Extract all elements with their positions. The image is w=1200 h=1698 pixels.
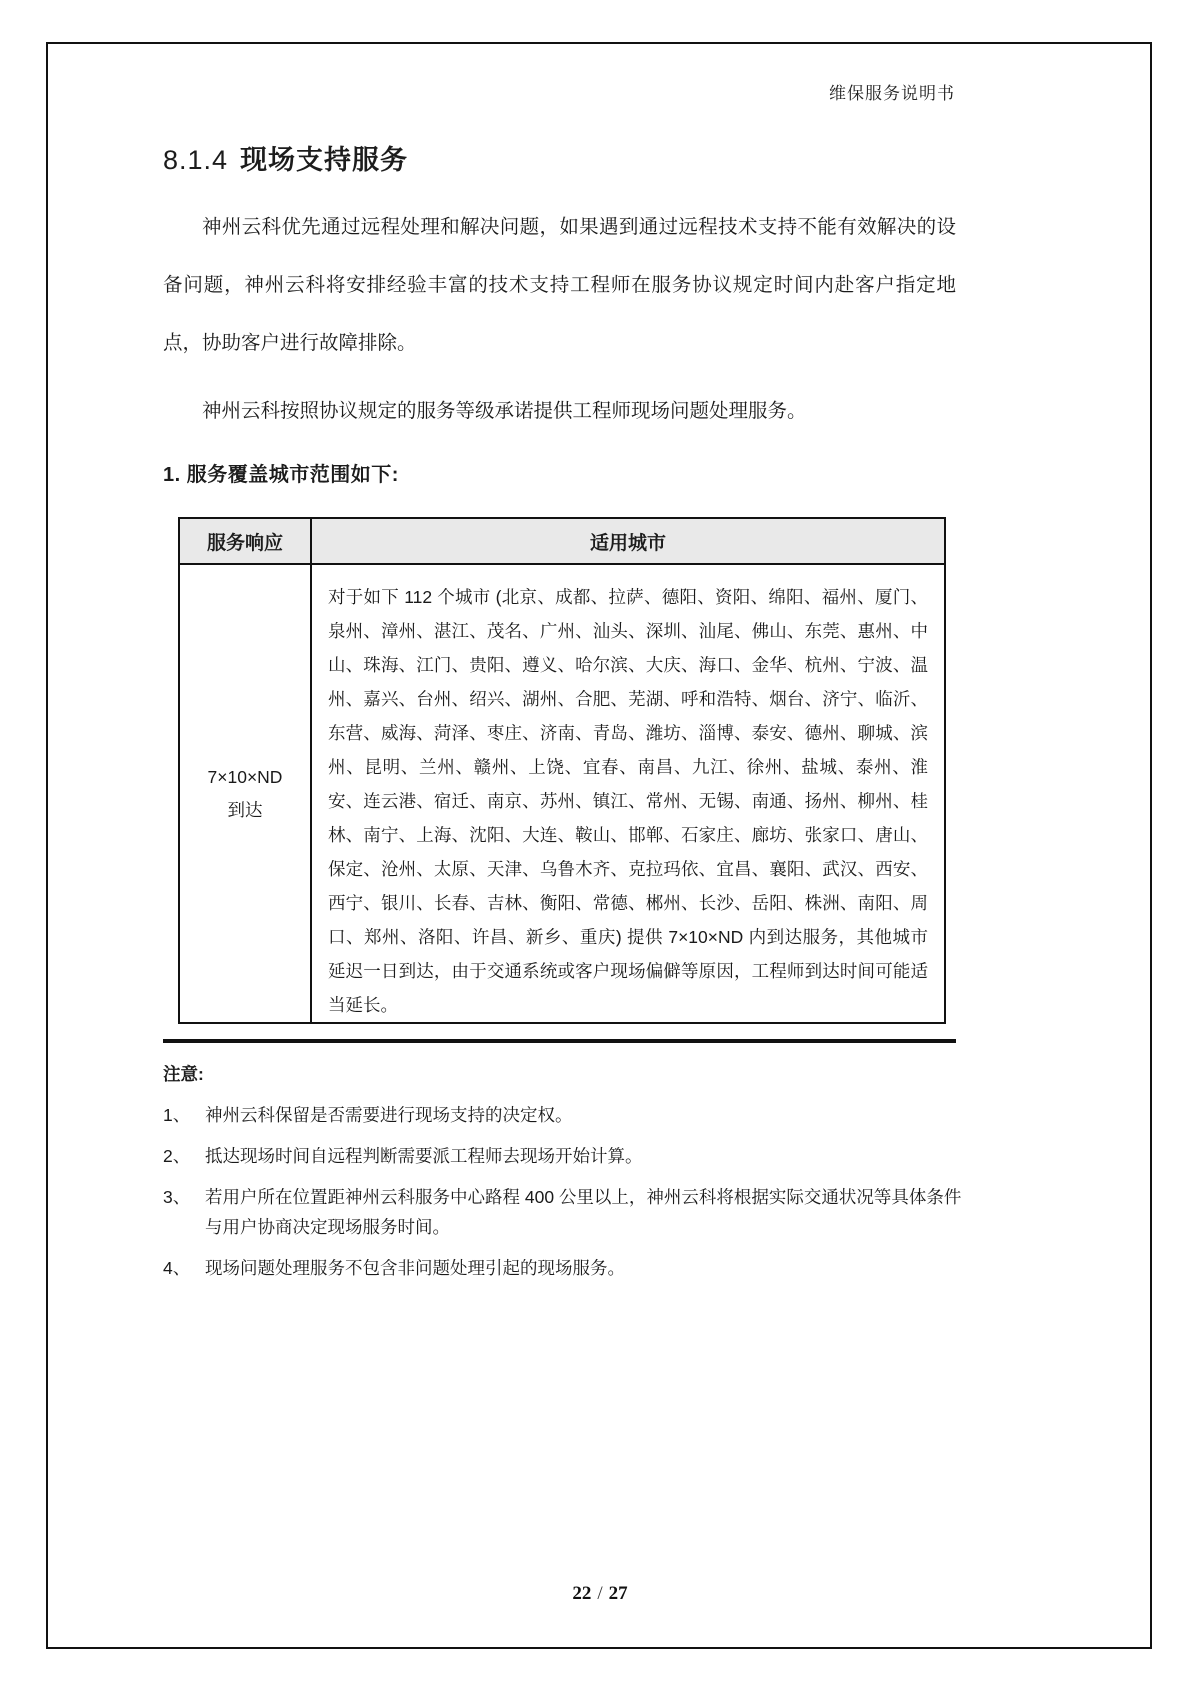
note-number: 3、 [163, 1187, 191, 1207]
service-coverage-table [178, 517, 946, 1024]
notes-list [163, 1100, 963, 1294]
coverage-list-heading: 1. 服务覆盖城市范围如下: [163, 464, 399, 486]
notes-divider-rule [163, 1039, 956, 1043]
note-item-3 [163, 1182, 963, 1242]
note-number: 2、 [163, 1146, 191, 1166]
section-title: 现场支持服务 [240, 145, 409, 175]
table-cell-service-response [179, 564, 311, 1023]
table-header-applicable-cities: 适用城市 [311, 518, 945, 564]
section-number: 8.1.4 [163, 145, 229, 175]
note-text: 神州云科保留是否需要进行现场支持的决定权。 [205, 1105, 573, 1125]
response-arrival: 到达 [227, 799, 263, 820]
note-number: 4、 [163, 1258, 191, 1278]
footer-total-pages: 27 [608, 1583, 628, 1604]
paragraph-service-level: 神州云科按照协议规定的服务等级承诺提供工程师现场问题处理服务。 [202, 400, 807, 422]
table-row [179, 564, 945, 1023]
footer-separator: / [597, 1583, 603, 1604]
note-text: 现场问题处理服务不包含非问题处理引起的现场服务。 [205, 1258, 625, 1278]
note-text: 若用户所在位置距神州云科服务中心路程 400 公里以上，神州云科将根据实际交通状况等具体条件与用户协商决定现场服务时间。 [205, 1187, 962, 1237]
table-header-service-response: 服务响应 [179, 518, 311, 564]
paragraph-remote-support: 神州云科优先通过远程处理和解决问题，如果遇到通过远程技术支持不能有效解决的设备问题，神州云科将安排经验丰富的技术支持工程师在服务协议规定时间内赴客户指定地点，协助客户进行故障排除。 [163, 216, 956, 354]
note-item-4 [163, 1253, 963, 1283]
note-number: 1、 [163, 1105, 191, 1125]
section-heading [163, 138, 408, 177]
table-cell-cities: 对于如下 112 个城市 (北京、成都、拉萨、德阳、资阳、绵阳、福州、厦门、泉州、漳州、湛江、茂名、广州、汕头、深圳、汕尾、佛山、东莞、惠州、中山、珠海、江门、贵阳、遵义、哈尔滨、大庆、海口、金华、杭州、宁波、温州、嘉兴、台州、绍兴、湖州、合肥、芜湖、呼和浩特、烟台、济宁、临沂、东营、威海、菏泽、枣庄、济南、青岛、潍坊、淄博、泰安、德州、聊城、滨州、昆明、兰州、赣州、上饶、宜春、南昌、九江、徐州、盐城、泰州、淮安、连云港、宿迁、南京、苏州、镇江、常州、无锡、南通、扬州、柳州、桂林、南宁、上海、沈阳、大连、鞍山、邯郸、石家庄、廊坊、张家口、唐山、保定、沧州、太原、天津、乌鲁木齐、克拉玛依、宜昌、襄阳、武汉、西安、西宁、银川、长春、吉林、衡阳、常德、郴州、长沙、岳阳、株洲、南阳、周口、郑州、洛阳、许昌、新乡、重庆) 提供 7×10×ND 内到达服务，其他城市延迟一日到达，由于交通系统或客户现场偏僻等原因，工程师到达时间可能适当延长。 [311, 564, 945, 1023]
table-header-row [179, 518, 945, 564]
document-header-title: 维保服务说明书 [829, 84, 955, 103]
note-item-2 [163, 1141, 963, 1171]
footer-page-number: 22 [572, 1583, 592, 1604]
page-footer [0, 1583, 1200, 1605]
note-text: 抵达现场时间自远程判断需要派工程师去现场开始计算。 [205, 1146, 643, 1166]
notes-title: 注意: [163, 1064, 204, 1084]
note-item-1 [163, 1100, 963, 1130]
response-sla: 7×10×ND [207, 766, 283, 787]
